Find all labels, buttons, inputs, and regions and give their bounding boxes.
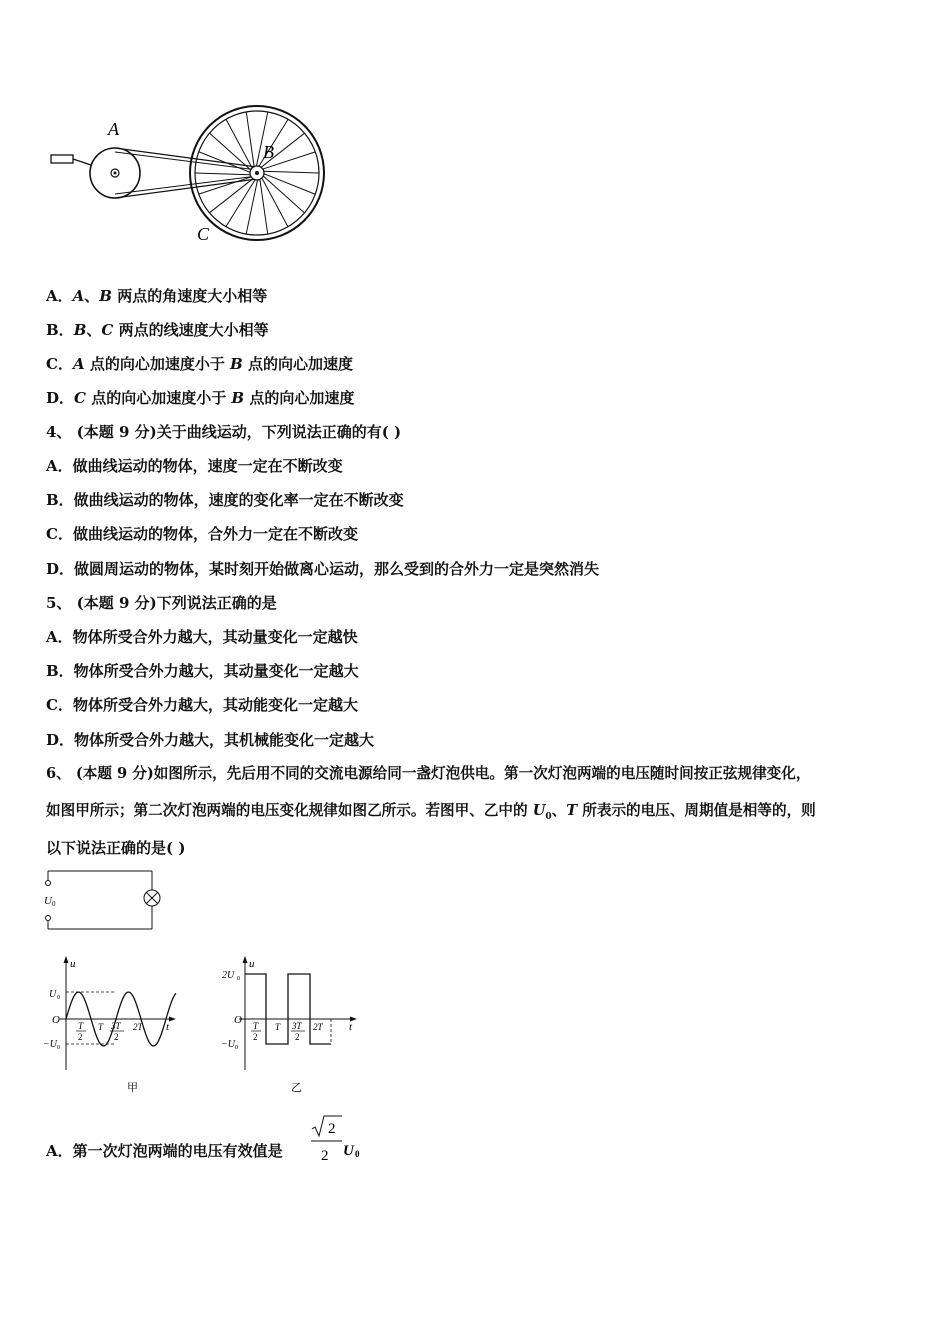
svg-text:2: 2 (114, 1032, 119, 1042)
jia-tick-3t-half: 3T (111, 1021, 121, 1031)
fraction-denominator: 2 (321, 1148, 329, 1164)
q5-option-c[interactable]: C．物体所受合外力越大，其动能变化一定越大 (46, 696, 358, 714)
label-a: A (108, 119, 119, 139)
jia-axis-u: u (70, 958, 76, 970)
yi-caption: 乙 (291, 1082, 302, 1094)
yi-tick-3t-half: 3T (292, 1021, 302, 1031)
jia-tick-t-half: T (78, 1021, 84, 1031)
jia-tick-2t: 2T (133, 1022, 143, 1032)
wheel-spoke (264, 171, 319, 173)
q5-option-a[interactable]: A．物体所受合外力越大，其动量变化一定越快 (46, 628, 358, 646)
q5-option-d[interactable]: D．物体所受合外力越大，其机械能变化一定越大 (46, 731, 375, 749)
q5-option-b[interactable]: B．物体所受合外力越大，其动量变化一定越大 (46, 662, 359, 680)
jia-u0: U (49, 989, 57, 1000)
yi-tick-t-half: T (253, 1021, 259, 1031)
q3-option-a[interactable]: A．A、B 两点的角速度大小相等 (46, 287, 268, 305)
svg-text:2: 2 (295, 1032, 300, 1042)
circuit-diagram (40, 865, 170, 935)
wheel-spoke (246, 180, 257, 234)
jia-neg-u0: −U (43, 1039, 57, 1050)
q4-option-c[interactable]: C．做曲线运动的物体，合外力一定在不断改变 (46, 525, 358, 543)
jia-axis-t: t (166, 1021, 170, 1033)
svg-text:0: 0 (57, 1045, 60, 1051)
yi-neg-u0: −U (221, 1039, 235, 1050)
yi-axis-t: t (349, 1021, 353, 1033)
svg-text:0: 0 (235, 1045, 238, 1051)
label-b: B (263, 142, 274, 162)
yi-origin: O (234, 1014, 242, 1026)
circuit-u0-label: U (44, 895, 52, 907)
svg-text:0: 0 (355, 1149, 360, 1159)
label-c: C (197, 224, 210, 244)
circuit-u0-sub: 0 (52, 900, 56, 908)
wheel-spoke (226, 180, 255, 227)
yi-axis-u: u (249, 958, 255, 970)
jia-origin: O (52, 1014, 60, 1026)
yi-tick-2t: 2T (313, 1022, 323, 1032)
graph-jia (40, 955, 180, 1100)
svg-text:2: 2 (78, 1032, 83, 1042)
q3-option-d[interactable]: D．C 点的向心加速度小于 B 点的向心加速度 (46, 389, 355, 407)
jia-tick-t: T (98, 1022, 104, 1032)
q4-option-b[interactable]: B．做曲线运动的物体，速度的变化率一定在不断改变 (46, 491, 404, 509)
option-a-u0: U (343, 1143, 354, 1159)
bicycle-figure (40, 100, 340, 250)
sqrt-radicand: 2 (328, 1121, 336, 1137)
q6-stem-line2: 如图甲所示；第二次灯泡两端的电压变化规律如图乙所示。若图甲、乙中的 $U_0$、T 所表示的电压、周期值是相等的，则 (46, 802, 816, 822)
svg-text:0: 0 (237, 976, 240, 982)
yi-tick-t: T (275, 1022, 281, 1032)
svg-text:0: 0 (57, 995, 60, 1001)
jia-caption: 甲 (127, 1082, 138, 1094)
wheel-spoke (195, 173, 250, 175)
q3-option-b[interactable]: B．B、C 两点的线速度大小相等 (46, 321, 269, 339)
q6-option-a[interactable]: A．第一次灯泡两端的电压有效值是 (46, 1142, 283, 1160)
svg-text:2: 2 (253, 1032, 258, 1042)
q6-stem-line3: 以下说法正确的是( ) (46, 839, 186, 857)
graph-yi (215, 955, 365, 1100)
q6-stem-line1: 6、 (本题 9 分)如图所示，先后用不同的交流电源给同一盏灯泡供电。第一次灯泡两端的电压随时间按正弦规律变化， (46, 765, 811, 782)
q4-option-a[interactable]: A．做曲线运动的物体，速度一定在不断改变 (46, 457, 343, 475)
lamp-icon (144, 890, 160, 906)
sqrt2-over-2-formula (308, 1112, 378, 1167)
pedal-icon (51, 155, 73, 163)
q4-stem: 4、 (本题 9 分)关于曲线运动，下列说法正确的有( ) (46, 423, 402, 441)
q4-option-d[interactable]: D．做圆周运动的物体，某时刻开始做离心运动，那么受到的合外力一定是突然消失 (46, 560, 600, 578)
yi-2u0: 2U (222, 970, 235, 981)
q3-option-c[interactable]: C．A 点的向心加速度小于 B 点的向心加速度 (46, 355, 353, 373)
q5-stem: 5、 (本题 9 分)下列说法正确的是 (46, 594, 277, 612)
